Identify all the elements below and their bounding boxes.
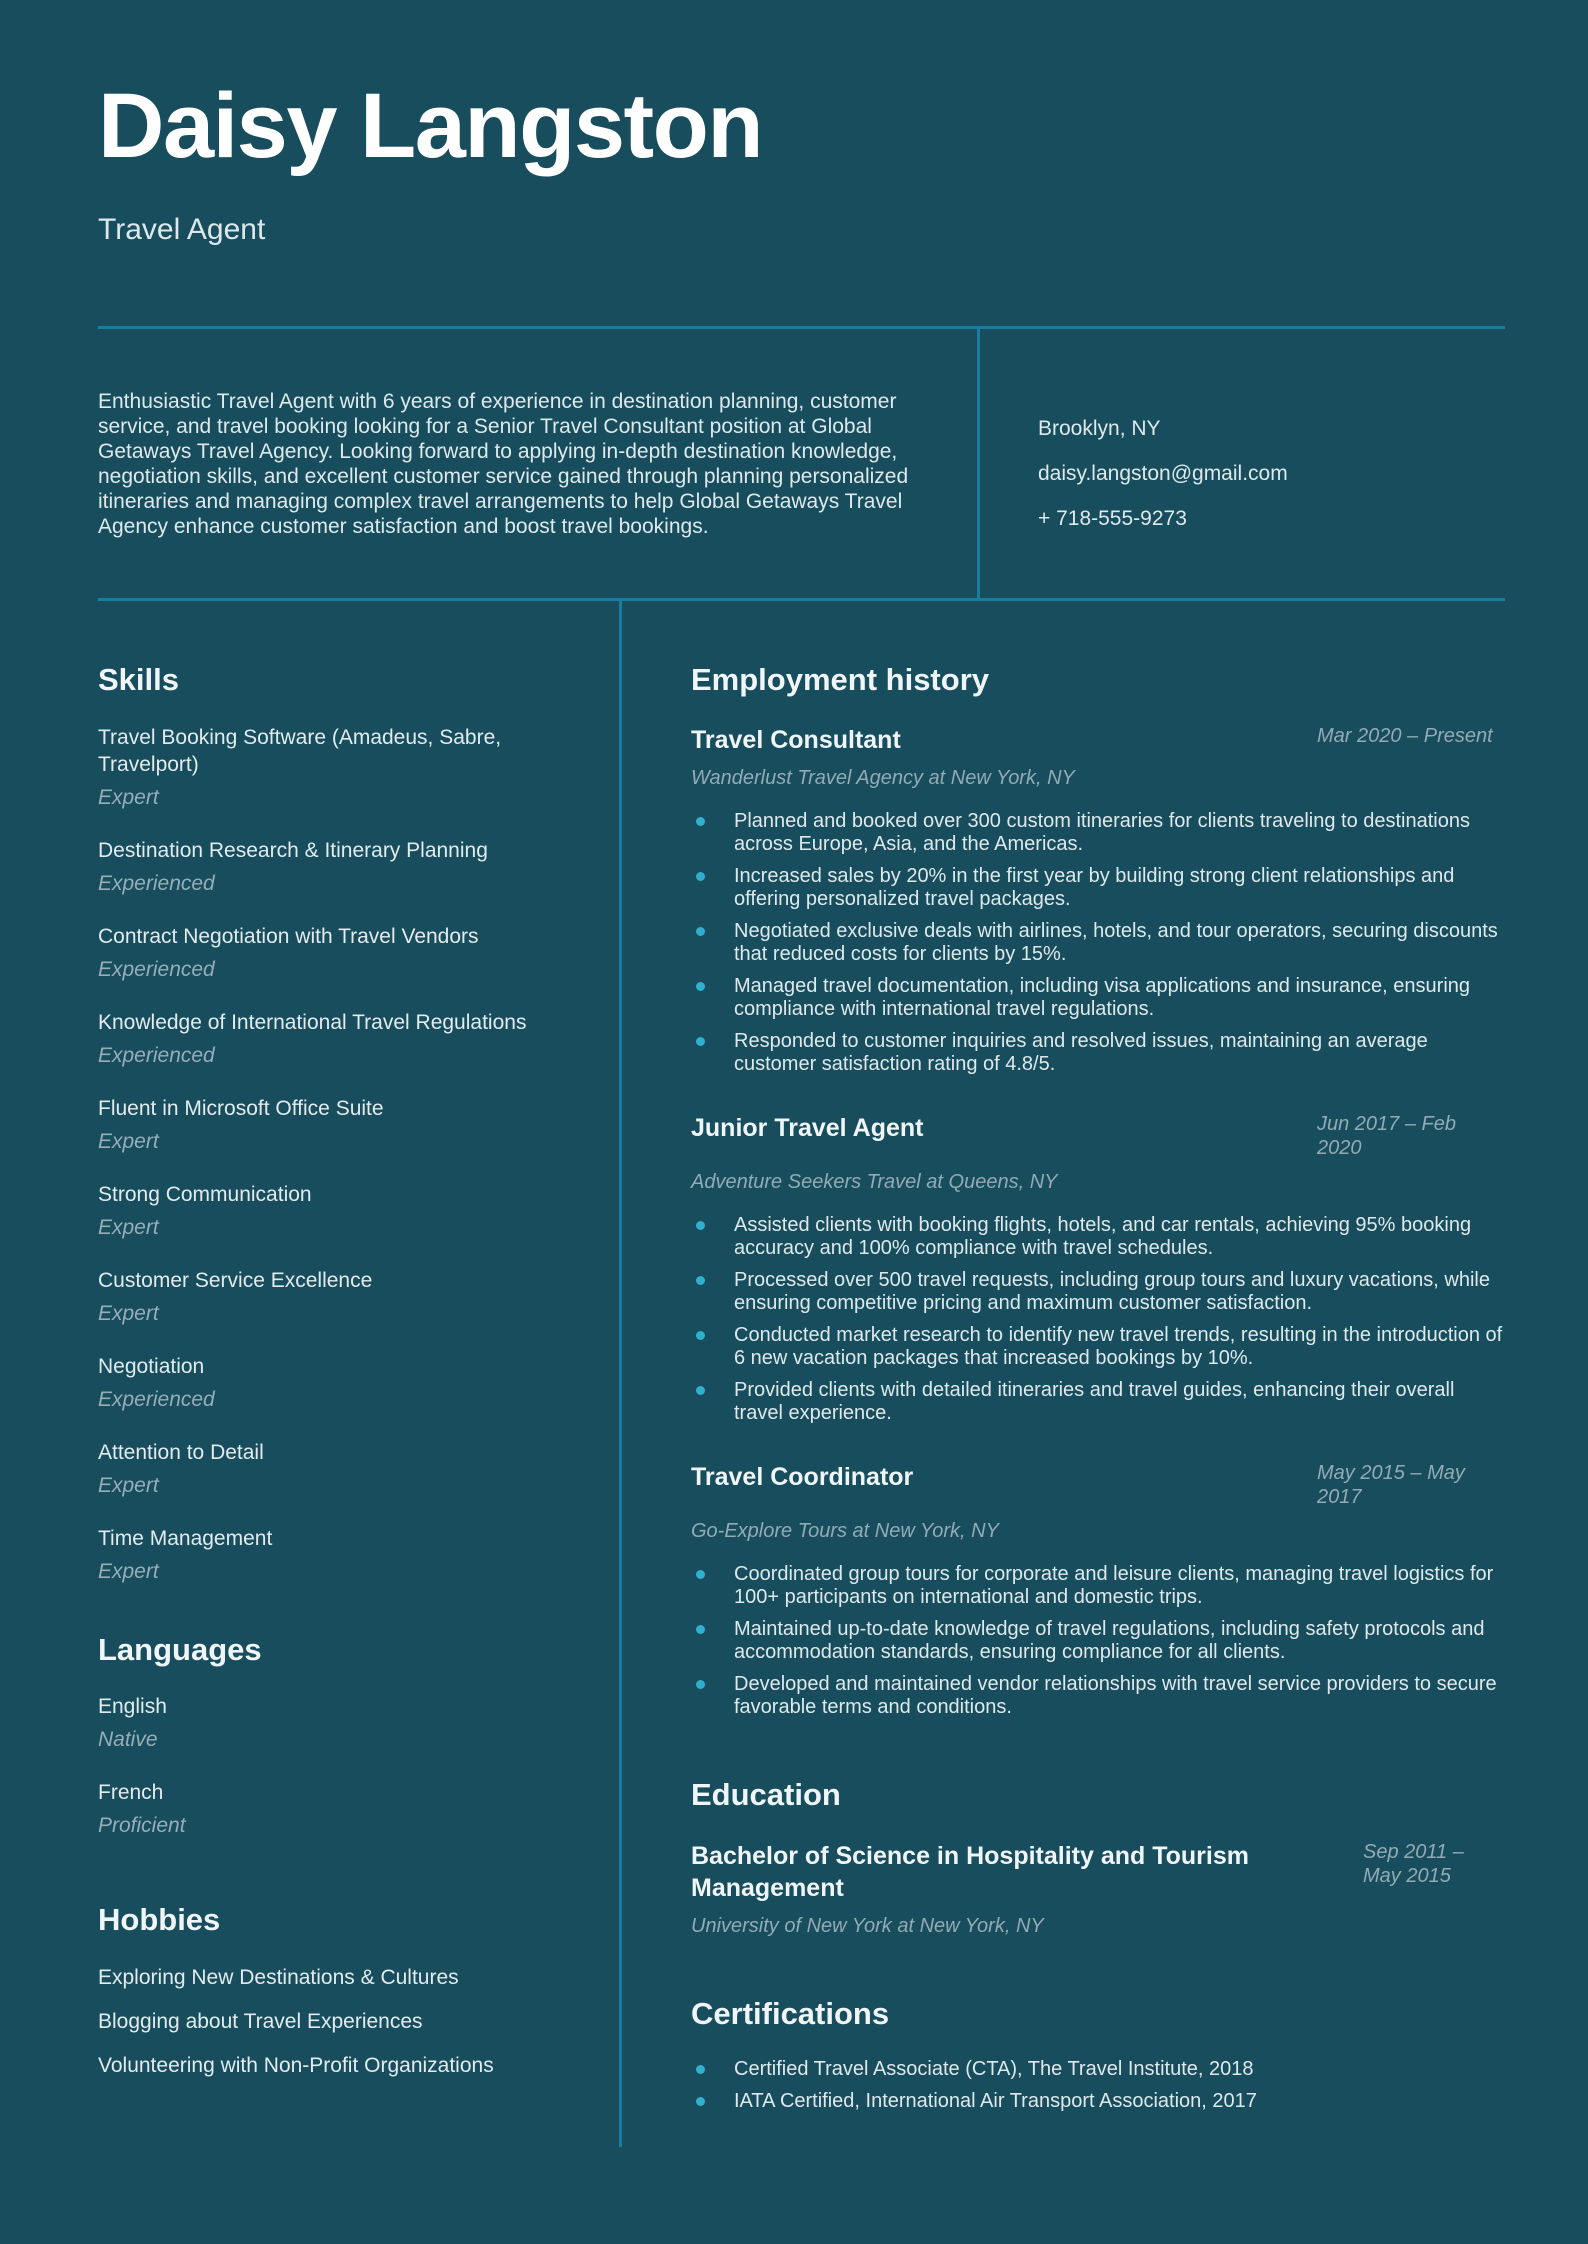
skill-item: Travel Booking Software (Amadeus, Sabre, Travelport) Expert xyxy=(98,725,502,809)
body-columns xyxy=(98,598,1505,2244)
job-entry xyxy=(691,1461,1505,1719)
job-date: Mar 2020 – Present xyxy=(1317,724,1493,747)
job-bullet: Responded to customer inquiries and resolved issues, maintaining an average customer satisfaction rating of 4.8/5. xyxy=(691,1030,1505,1076)
contact-list xyxy=(1038,417,1505,552)
job-company: Wanderlust Travel Agency at New York, NY xyxy=(691,766,1075,789)
hobby-item: Volunteering with Non-Profit Organizations xyxy=(98,2053,494,2077)
skill-item: Negotiation Experienced xyxy=(98,1354,215,1411)
employment-section xyxy=(691,662,1505,1719)
candidate-role: Travel Agent xyxy=(98,212,266,246)
contact-email: daisy.langston@gmail.com xyxy=(1038,462,1288,485)
job-date: May 2015 – May 2017 xyxy=(1317,1461,1465,1508)
contact-phone: + 718-555-9273 xyxy=(1038,507,1187,530)
skill-item: Fluent in Microsoft Office Suite Expert xyxy=(98,1096,384,1153)
skills-heading: Skills xyxy=(98,662,179,697)
education-entry xyxy=(691,1840,1505,1938)
left-column xyxy=(98,598,590,2096)
skill-item: Strong Communication Expert xyxy=(98,1182,312,1239)
skill-item: Attention to Detail Expert xyxy=(98,1440,264,1497)
languages-section xyxy=(98,1632,590,1839)
hobby-item: Blogging about Travel Experiences xyxy=(98,2009,423,2033)
job-bullet: Developed and maintained vendor relationships with travel service providers to secure favorable terms and conditions. xyxy=(691,1673,1505,1719)
skills-section xyxy=(98,662,590,1584)
job-title: Travel Consultant xyxy=(691,725,901,754)
job-company: Go-Explore Tours at New York, NY xyxy=(691,1519,999,1542)
job-title: Junior Travel Agent xyxy=(691,1113,924,1142)
hobbies-section xyxy=(98,1902,590,2079)
skill-item: Destination Research & Itinerary Planning Experienced xyxy=(98,838,488,895)
job-bullet: Coordinated group tours for corporate and leisure clients, managing travel logistics for 100+ participants on international and domestic trips. xyxy=(691,1563,1505,1609)
certifications-heading: Certifications xyxy=(691,1996,890,2032)
education-section xyxy=(691,1777,1505,1939)
job-bullet-list xyxy=(691,1563,1505,1719)
contact-location: Brooklyn, NY xyxy=(1038,417,1161,440)
candidate-name: Daisy Langston xyxy=(98,75,763,177)
job-header xyxy=(691,724,1505,756)
right-column xyxy=(691,598,1505,2122)
language-item: English Native xyxy=(98,1695,167,1752)
job-bullet: Negotiated exclusive deals with airlines, hotels, and tour operators, securing discounts that reduced costs for clients by 15%. xyxy=(691,920,1505,966)
skill-item: Time Management Expert xyxy=(98,1526,273,1583)
certification-item: IATA Certified, International Air Transport Association, 2017 xyxy=(691,2090,1505,2113)
profile-summary: Enthusiastic Travel Agent with 6 years of experience in destination planning, customer service, and travel booking looking for a Senior Travel Consultant position at Global Getaways Travel Agency. Looking forward to applying in-depth destination knowledge, negotiation skills, and excellent customer service gained through planning personalized itineraries and managing complex travel arrangements to help Global Getaways Travel Agency enhance customer satisfaction and boost travel bookings. xyxy=(98,390,909,538)
education-school: University of New York at New York, NY xyxy=(691,1915,1044,1938)
job-header xyxy=(691,1461,1505,1509)
job-bullet: Processed over 500 travel requests, including group tours and luxury vacations, while ensuring competitive pricing and maximum customer satisfaction. xyxy=(691,1269,1505,1315)
skill-item: Customer Service Excellence Expert xyxy=(98,1268,373,1325)
job-title: Travel Coordinator xyxy=(691,1462,914,1491)
hobby-item: Exploring New Destinations & Cultures xyxy=(98,1965,459,1989)
job-entry xyxy=(691,1112,1505,1425)
language-item: French Proficient xyxy=(98,1781,186,1838)
resume-header xyxy=(0,0,1588,247)
job-bullet-list xyxy=(691,810,1505,1076)
skill-item: Contract Negotiation with Travel Vendors Experienced xyxy=(98,924,479,981)
job-bullet-list xyxy=(691,1214,1505,1425)
certification-item: Certified Travel Associate (CTA), The Travel Institute, 2018 xyxy=(691,2058,1505,2081)
skill-item: Knowledge of International Travel Regulations Experienced xyxy=(98,1010,527,1067)
certification-list xyxy=(691,2058,1505,2113)
job-bullet: Conducted market research to identify new travel trends, resulting in the introduction of 6 new vacation packages that increased bookings by 10%. xyxy=(691,1324,1505,1370)
certifications-section xyxy=(691,1996,1505,2113)
education-heading: Education xyxy=(691,1776,841,1812)
job-header xyxy=(691,1112,1505,1160)
hobbies-heading: Hobbies xyxy=(98,1902,221,1938)
job-bullet: Managed travel documentation, including visa applications and insurance, ensuring compliance with international travel regulations. xyxy=(691,975,1505,1021)
job-bullet: Maintained up-to-date knowledge of travel regulations, including safety protocols and accommodation standards, ensuring compliance for all clients. xyxy=(691,1618,1505,1664)
job-date: Jun 2017 – Feb 2020 xyxy=(1317,1112,1456,1159)
job-company: Adventure Seekers Travel at Queens, NY xyxy=(691,1170,1058,1193)
job-bullet: Increased sales by 20% in the first year by building strong client relationships and offering personalized travel packages. xyxy=(691,865,1505,911)
job-bullet: Planned and booked over 300 custom itineraries for clients traveling to destinations across Europe, Asia, and the Americas. xyxy=(691,810,1505,856)
intro-row xyxy=(98,329,1505,598)
job-entry xyxy=(691,724,1505,1076)
employment-heading: Employment history xyxy=(691,662,989,697)
job-bullet: Assisted clients with booking flights, hotels, and car rentals, achieving 95% booking accuracy and 100% compliance with travel schedules. xyxy=(691,1214,1505,1260)
education-date: Sep 2011 – May 2015 xyxy=(1363,1841,1464,1888)
degree-title: Bachelor of Science in Hospitality and Tourism Management xyxy=(691,1842,1249,1903)
languages-heading: Languages xyxy=(98,1631,262,1667)
education-header xyxy=(691,1840,1505,1904)
job-bullet: Provided clients with detailed itineraries and travel guides, enhancing their overall travel experience. xyxy=(691,1379,1505,1425)
